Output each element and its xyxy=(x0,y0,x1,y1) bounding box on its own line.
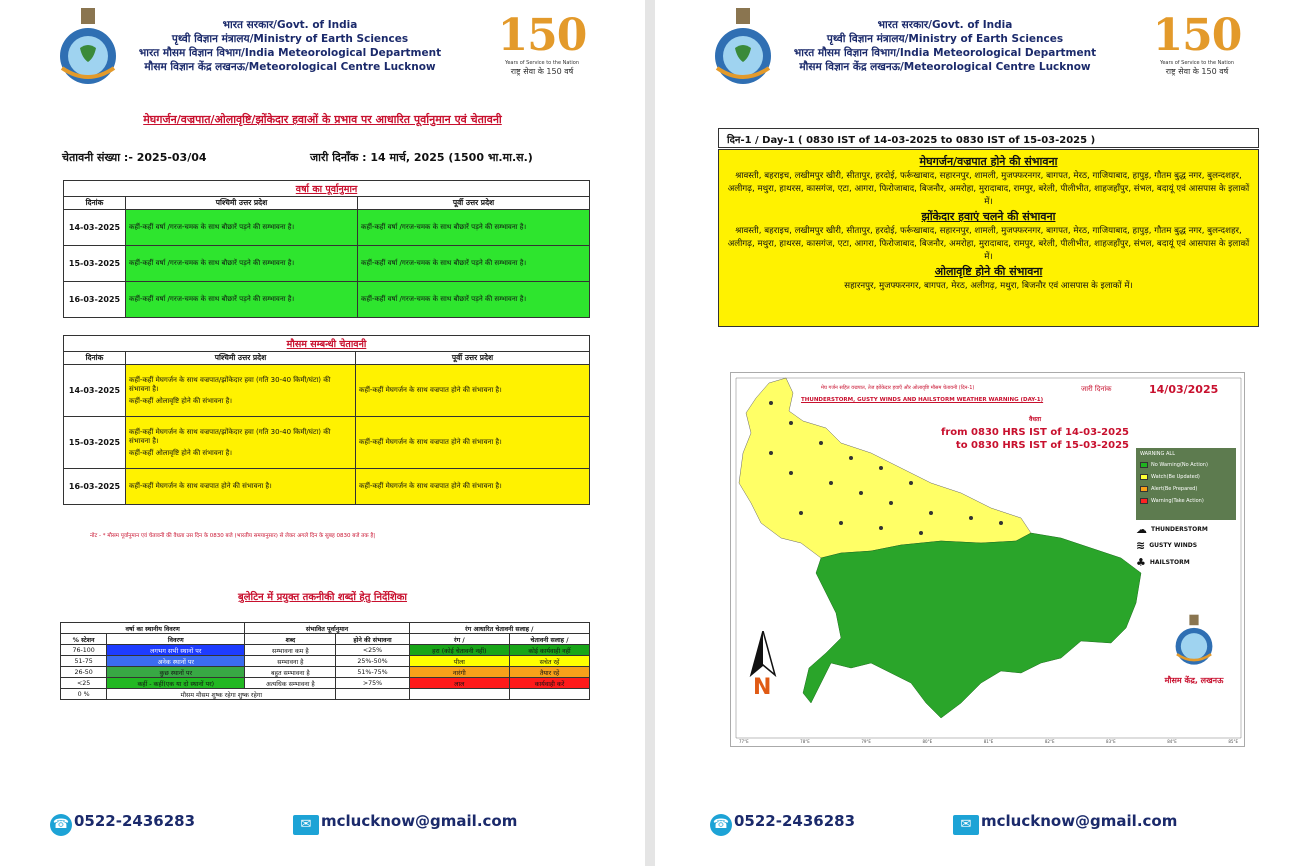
header-line-ministry: पृथ्वी विज्ञान मंत्रालय/Ministry of Earth Sciences xyxy=(171,33,409,45)
legend-item xyxy=(1140,495,1232,507)
gl-head-chance: होने की संभावना xyxy=(336,634,409,645)
wind-heading: झोंकेदार हवाएं चलने की संभावना xyxy=(921,210,1056,223)
table-row xyxy=(64,210,590,246)
gl-colour: लाल xyxy=(409,678,509,689)
phone-number[interactable]: 0522-2436283 xyxy=(734,812,856,830)
row-date: 15-03-2025 xyxy=(64,246,126,282)
table-row xyxy=(64,469,590,505)
mail-icon: ✉ xyxy=(293,815,319,835)
bulletin-page-2 xyxy=(655,0,1300,866)
table-row xyxy=(64,365,590,417)
map-valid-from: from 0830 HRS IST of 14-03-2025 xyxy=(941,427,1130,438)
day-1-header: दिन-1 / Day-1 ( 0830 IST of 14-03-2025 to 0830 IST of 15-03-2025 ) xyxy=(718,128,1259,148)
imd-150-logo xyxy=(1142,12,1252,90)
bulletin-title: मेघगर्जन/वज्रपात/ओलावृष्टि/झोंकेदार हवाओं के प्रभाव पर आधारित पूर्वानुमान एवं चेतावनी xyxy=(143,113,502,126)
row-west: कहीं-कहीं वर्षा /गरज-चमक के साथ बौछारें पड़ने की सम्भावना है। xyxy=(126,210,358,246)
col-east-up: पूर्वी उत्तर प्रदेश xyxy=(358,197,590,210)
validity-note: नोट - * मौसम पूर्वानुमान एवं चेतावनी की वैधता उस दिन के 0830 बजे (भारतीय समयानुसार) से लेकर अगले दिन के सुबह 0830 बजे तक है| xyxy=(90,533,376,539)
gl-head-desc: विवरण xyxy=(107,634,245,645)
day-1-warning-box xyxy=(718,149,1259,327)
gl-pct: 51-75 xyxy=(61,656,107,667)
row-west: कहीं-कहीं मेघगर्जन के साथ वज्रपात होने की संभावना है। xyxy=(126,469,356,505)
footer-phone xyxy=(50,812,195,836)
legend-label: Watch(Be Updated) xyxy=(1151,474,1200,480)
table-row xyxy=(61,645,590,656)
gl-pct: 0 % xyxy=(61,689,107,700)
legend-label: Alert(Be Prepared) xyxy=(1151,486,1198,492)
gl-advice: कार्यवाही करें xyxy=(510,678,590,689)
table-row xyxy=(64,417,590,469)
map-validity-label: वैधता xyxy=(1029,416,1042,423)
symbol-wind-label: GUSTY WINDS xyxy=(1149,542,1198,549)
legend-swatch xyxy=(1140,498,1148,504)
table-row xyxy=(61,678,590,689)
col-west-up: पश्चिमी उत्तर प्रदेश xyxy=(126,352,356,365)
bulletin-meta xyxy=(62,150,605,165)
row-west: कहीं-कहीं वर्षा /गरज-चमक के साथ बौछारें पड़ने की सम्भावना है। xyxy=(126,282,358,318)
hail-heading: ओलावृष्टि होने की संभावना xyxy=(934,265,1043,278)
logo-subtitle-hi: राष्ट्र सेवा के 150 वर्ष xyxy=(510,67,574,76)
seal-text: मौसम केंद्र, लखनऊ xyxy=(1164,676,1224,685)
legend-label: No Warning(No Action) xyxy=(1151,462,1208,468)
gl-head-advice: चेतावनी सलाह / xyxy=(510,634,590,645)
gl-word: सम्भावना कम है xyxy=(245,645,336,656)
header-text xyxy=(775,18,1115,74)
lon-tick: 78°E xyxy=(800,739,810,744)
gl-head-prob: संभावित पूर्वानुमान xyxy=(245,623,409,634)
lon-tick: 84°E xyxy=(1167,739,1177,744)
wind-icon: ≋ xyxy=(1136,539,1146,552)
issue-date: जारी दिनाँक : 14 मार्च, 2025 (1500 भा.मा.स.) xyxy=(310,151,533,164)
rain-table-caption: वर्षा का पूर्वानुमान xyxy=(64,181,590,197)
row-date: 16-03-2025 xyxy=(64,469,126,505)
lon-tick: 82°E xyxy=(1044,739,1055,744)
map-title-en: THUNDERSTORM, GUSTY WINDS AND HAILSTORM WEATHER WARNING (DAY-1) xyxy=(801,397,1044,403)
hail-icon: ♣ xyxy=(1136,556,1146,569)
thunder-districts: श्रावस्ती, बहराइच, लखीमपुर खीरी, सीतापुर, हरदोई, फर्रूखाबाद, सहारनपुर, शामली, मुजफ्फरनगर, बागपत, मेरठ, गाजियाबाद, हापुड़, गौतम बुद्ध नगर, बुलन्दशहर, अलीगढ़, मथुरा, हाथरस, कासगंज, एटा, आगरा, फिरोजाबाद, बिजनौर, अमरोहा, मुरादाबाद, रामपुर, बरेली, पीलीभीत, शाहजहाँपुर, संभल, बदायूं एवं आसपास के इलाकों में। xyxy=(727,171,1250,207)
gl-chance: 25%-50% xyxy=(336,656,409,667)
gl-word: सम्भावना है xyxy=(245,656,336,667)
gl-head-colour: रंग / xyxy=(409,634,509,645)
gl-colour xyxy=(409,689,509,700)
footer-email xyxy=(293,812,517,835)
header-line-centre: मौसम विज्ञान केंद्र लखनऊ/Meteorological Centre Lucknow xyxy=(799,61,1091,73)
legend-swatch xyxy=(1140,486,1148,492)
north-arrow-icon xyxy=(749,631,777,677)
bulletin-page-1 xyxy=(0,0,645,866)
logo-number: 150 xyxy=(497,10,587,61)
gl-chance: >75% xyxy=(336,678,409,689)
longitude-ticks xyxy=(731,739,1246,744)
row-date: 15-03-2025 xyxy=(64,417,126,469)
map-zone-watch xyxy=(739,378,1031,558)
row-west-line1: कहीं-कहीं मेघगर्जन के साथ वज्रपात/झोंकेदार हवा (गति 30-40 किमी/घंटा) की संभावना है। xyxy=(129,427,331,445)
email-address[interactable]: mclucknow@gmail.com xyxy=(321,812,518,830)
table-row xyxy=(64,282,590,318)
row-west-line2: कहीं-कहीं ओलावृष्टि होने की संभावना है। xyxy=(129,396,233,405)
weather-warning-table xyxy=(63,335,590,505)
imd-seal xyxy=(1159,613,1229,686)
map-valid-to: to 0830 HRS IST of 15-03-2025 xyxy=(955,440,1130,451)
gl-pct: <25 xyxy=(61,678,107,689)
logo-subtitle-en: Years of Service to the Nation xyxy=(1159,60,1235,66)
gl-colour: हरा (कोई चेतावनी नहीं) xyxy=(409,645,509,656)
map-issued-label: जारी दिनांक xyxy=(1081,385,1112,393)
header-line-govt: भारत सरकार/Govt. of India xyxy=(877,19,1013,31)
gl-word: अत्यधिक सम्भावना है xyxy=(245,678,336,689)
glossary-table xyxy=(60,622,590,700)
warning-number: चेतावनी संख्या :- 2025-03/04 xyxy=(62,151,207,164)
thunderstorm-icon: ☁ xyxy=(1136,523,1147,536)
row-date: 14-03-2025 xyxy=(64,210,126,246)
legend-label: Warning(Take Action) xyxy=(1151,498,1204,504)
header-line-ministry: पृथ्वी विज्ञान मंत्रालय/Ministry of Earth Sciences xyxy=(826,33,1064,45)
symbol-hail-label: HAILSTORM xyxy=(1149,559,1190,566)
logo-number: 150 xyxy=(1152,10,1242,61)
symbol-gusty-winds xyxy=(1136,539,1197,552)
imd-emblem-icon xyxy=(1169,613,1219,669)
col-west-up: पश्चिमी उत्तर प्रदेश xyxy=(126,197,358,210)
gl-advice xyxy=(510,689,590,700)
legend-swatch xyxy=(1140,474,1148,480)
row-east: कहीं-कहीं मेघगर्जन के साथ वज्रपात होने की संभावना है। xyxy=(356,365,590,417)
legend-title: WARNING ALL xyxy=(1140,451,1175,457)
row-west xyxy=(126,417,356,469)
col-east-up: पूर्वी उत्तर प्रदेश xyxy=(356,352,590,365)
gl-head-spatial: वर्षा का स्थानीय विवरण xyxy=(61,623,245,634)
map-issued-date: 14/03/2025 xyxy=(1149,383,1219,396)
table-row xyxy=(61,656,590,667)
gl-colour: नारंगी xyxy=(409,667,509,678)
gl-head-station: % स्टेशन xyxy=(61,634,107,645)
row-west xyxy=(126,365,356,417)
table-row xyxy=(61,689,590,700)
email-address[interactable]: mclucknow@gmail.com xyxy=(981,812,1178,830)
lon-tick: 81°E xyxy=(983,739,994,744)
table-row xyxy=(61,667,590,678)
map-zone-no-warning xyxy=(803,533,1141,718)
row-west-line2: कहीं-कहीं ओलावृष्टि होने की संभावना है। xyxy=(129,448,233,457)
gl-pct: 26-50 xyxy=(61,667,107,678)
header-text xyxy=(120,18,460,74)
gl-head-color: रंग आधारित चेतावनी सलाह / xyxy=(409,623,589,634)
gl-advice: कोई कार्यवाही नहीं xyxy=(510,645,590,656)
imd-emblem-icon xyxy=(50,8,126,88)
row-west-line1: कहीं-कहीं मेघगर्जन के साथ वज्रपात/झोंकेदार हवा (गति 30-40 किमी/घंटा) की संभावना है। xyxy=(129,375,331,393)
phone-icon: ☎ xyxy=(50,814,72,836)
lon-tick: 85°E xyxy=(1228,739,1238,744)
gl-advice: सचेत रहें xyxy=(510,656,590,667)
rain-forecast-table xyxy=(63,180,590,318)
glossary-title: बुलेटिन में प्रयुक्त तकनीकी शब्दों हेतु निर्देशिका xyxy=(237,592,408,603)
mail-icon: ✉ xyxy=(953,815,979,835)
table-row xyxy=(64,246,590,282)
page-header xyxy=(40,8,605,88)
row-east: कहीं-कहीं वर्षा /गरज-चमक के साथ बौछारें पड़ने की सम्भावना है। xyxy=(358,282,590,318)
page-header xyxy=(695,8,1260,88)
north-label: N xyxy=(753,675,772,700)
gl-desc: कहीं - कहीं(एक या दो स्थानों पर) xyxy=(107,678,245,689)
map-title-hi: मेघ गर्जन सहित वज्रपात, तेज झोंकेदार हवाएँ और ओलावृष्टि मौसम चेतावनी (दिन-1) xyxy=(821,385,975,391)
row-date: 14-03-2025 xyxy=(64,365,126,417)
thunder-heading: मेघगर्जन/वज्रपात होने की संभावना xyxy=(919,155,1058,168)
lon-tick: 80°E xyxy=(922,739,933,744)
gl-chance: 51%-75% xyxy=(336,667,409,678)
row-west: कहीं-कहीं वर्षा /गरज-चमक के साथ बौछारें पड़ने की सम्भावना है। xyxy=(126,246,358,282)
gl-desc: कुछ स्थानों पर xyxy=(107,667,245,678)
gl-head-word: शब्द xyxy=(245,634,336,645)
footer-email xyxy=(953,812,1177,835)
warning-map xyxy=(730,372,1245,747)
header-line-imd: भारत मौसम विज्ञान विभाग/India Meteorological Department xyxy=(138,47,442,59)
legend-item xyxy=(1140,459,1232,471)
wind-districts: श्रावस्ती, बहराइच, लखीमपुर खीरी, सीतापुर, हरदोई, फर्रूखाबाद, सहारनपुर, शामली, मुजफ्फरनगर, बागपत, मेरठ, गाजियाबाद, हापुड़, गौतम बुद्ध नगर, बुलन्दशहर, अलीगढ़, मथुरा, हाथरस, कासगंज, एटा, आगरा, फिरोजाबाद, बिजनौर, अमरोहा, मुरादाबाद, रामपुर, बरेली, पीलीभीत, शाहजहाँपुर, संभल, बदायूं एवं आसपास के इलाकों में। xyxy=(727,226,1250,262)
row-date: 16-03-2025 xyxy=(64,282,126,318)
lon-tick: 77°E xyxy=(739,739,749,744)
gl-advice: तैयार रहें xyxy=(510,667,590,678)
imd-150-logo xyxy=(487,12,597,90)
map-validity xyxy=(941,413,1129,452)
gl-chance: <25% xyxy=(336,645,409,656)
logo-subtitle-hi: राष्ट्र सेवा के 150 वर्ष xyxy=(1165,67,1229,76)
gl-desc: मौसम मौसम शुष्क रहेगा शुष्क रहेगा xyxy=(107,689,336,700)
gl-chance xyxy=(336,689,409,700)
lon-tick: 79°E xyxy=(861,739,871,744)
gl-desc: अनेक स्थानों पर xyxy=(107,656,245,667)
col-date: दिनांक xyxy=(64,352,126,365)
row-east: कहीं-कहीं मेघगर्जन के साथ वज्रपात होने की संभावना है। xyxy=(356,417,590,469)
gl-word: बहुत सम्भावना है xyxy=(245,667,336,678)
warning-table-caption: मौसम सम्बन्धी चेतावनी xyxy=(64,336,590,352)
gl-pct: 76-100 xyxy=(61,645,107,656)
gl-colour: पीला xyxy=(409,656,509,667)
map-legend xyxy=(1136,448,1236,520)
phone-number[interactable]: 0522-2436283 xyxy=(74,812,196,830)
symbol-thunderstorm xyxy=(1136,523,1208,536)
header-line-centre: मौसम विज्ञान केंद्र लखनऊ/Meteorological Centre Lucknow xyxy=(144,61,436,73)
hail-districts: सहारनपुर, मुजफ्फरनगर, बागपत, मेरठ, अलीगढ़, मथुरा, बिजनौर एवं आसपास के इलाकों में। xyxy=(844,281,1133,291)
legend-item xyxy=(1140,483,1232,495)
header-line-govt: भारत सरकार/Govt. of India xyxy=(222,19,358,31)
footer-phone xyxy=(710,812,855,836)
gl-desc: लगभग सभी स्थानों पर xyxy=(107,645,245,656)
symbol-hailstorm xyxy=(1136,556,1190,569)
lon-tick: 83°E xyxy=(1106,739,1116,744)
row-east: कहीं-कहीं वर्षा /गरज-चमक के साथ बौछारें पड़ने की सम्भावना है। xyxy=(358,210,590,246)
row-east: कहीं-कहीं मेघगर्जन के साथ वज्रपात होने की संभावना है। xyxy=(356,469,590,505)
col-date: दिनांक xyxy=(64,197,126,210)
symbol-thunderstorm-label: THUNDERSTORM xyxy=(1151,526,1208,533)
row-east: कहीं-कहीं वर्षा /गरज-चमक के साथ बौछारें पड़ने की सम्भावना है। xyxy=(358,246,590,282)
legend-swatch xyxy=(1140,462,1148,468)
legend-item xyxy=(1140,471,1232,483)
header-line-imd: भारत मौसम विज्ञान विभाग/India Meteorological Department xyxy=(793,47,1097,59)
imd-emblem-icon xyxy=(705,8,781,88)
logo-subtitle-en: Years of Service to the Nation xyxy=(504,60,580,66)
phone-icon: ☎ xyxy=(710,814,732,836)
